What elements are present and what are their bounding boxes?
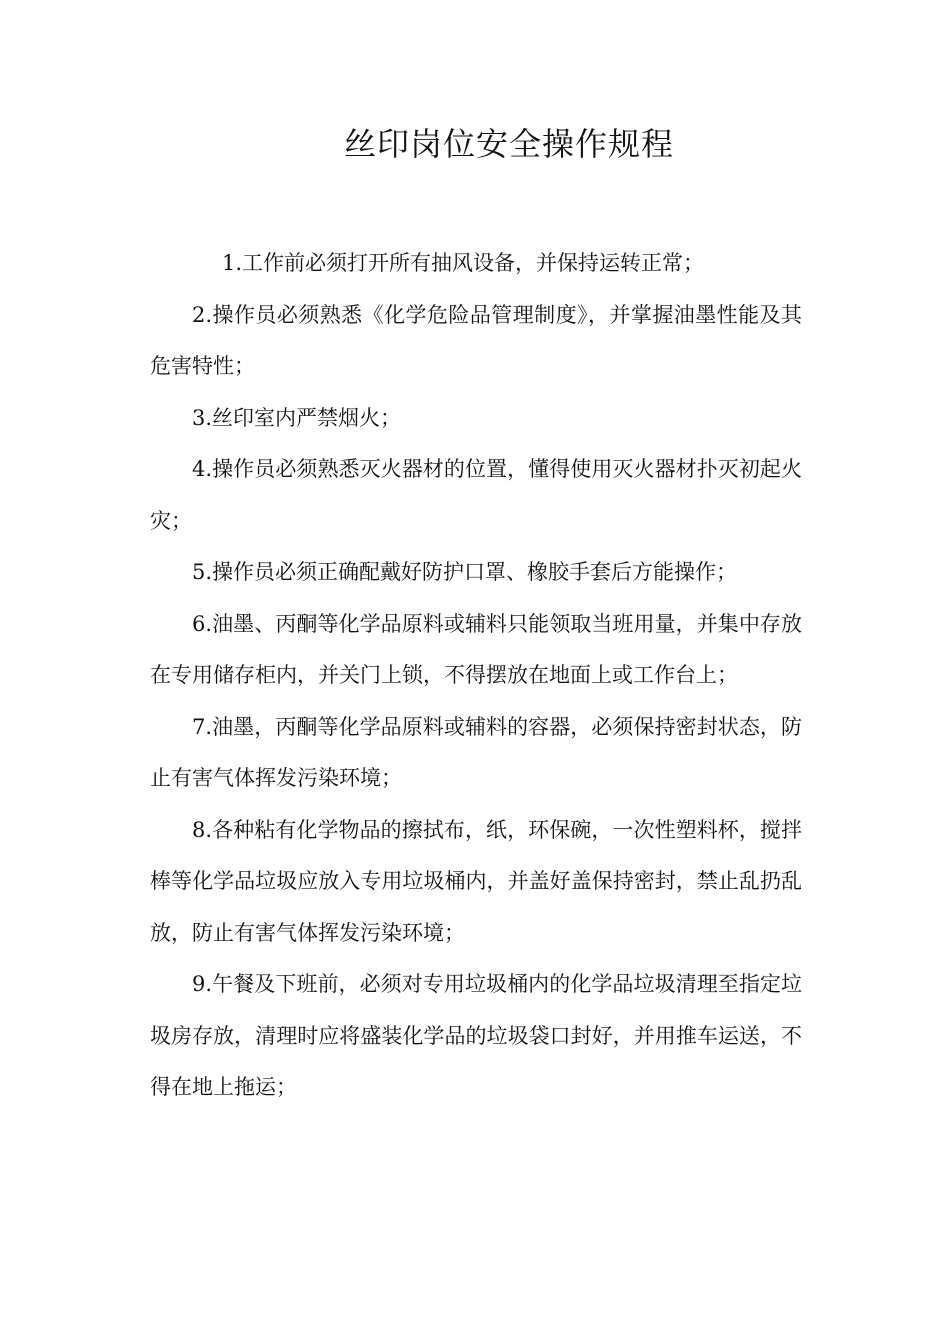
title-container (0, 118, 950, 170)
paragraph-4: 4.操作员必须熟悉灭火器材的位置，懂得使用灭火器材扑灭初起火灾； (150, 457, 802, 533)
paragraph-3: 3.丝印室内严禁烟火； (192, 405, 402, 430)
document-title: 丝印岗位安全操作规程 (343, 125, 674, 163)
paragraph-9: 9.午餐及下班前，必须对专用垃圾桶内的化学品垃圾清理至指定垃圾房存放，清理时应将盛装化学品的垃圾袋口封好，并用推车运送，不得在地上拖运； (150, 972, 802, 1099)
paragraph-6: 6.油墨、丙酮等化学品原料或辅料只能领取当班用量，并集中存放在专用储存柜内，并关门上锁，不得摆放在地面上或工作台上； (150, 611, 802, 687)
paragraph-1: 1.工作前必须打开所有抽风设备，并保持运转正常； (222, 251, 705, 275)
paragraph-7: 7.油墨，丙酮等化学品原料或辅料的容器，必须保持密封状态，防止有害气体挥发污染环境； (150, 714, 802, 790)
document-body (150, 238, 802, 1114)
paragraph-8: 8.各种粘有化学物品的擦拭布，纸，环保碗，一次性塑料杯，搅拌棒等化学品垃圾应放入专用垃圾桶内，并盖好盖保持密封，禁止乱扔乱放，防止有害气体挥发污染环境； (150, 817, 802, 945)
paragraph-2: 2.操作员必须熟悉《化学危险品管理制度》，并掌握油墨性能及其危害特性； (150, 302, 802, 378)
paragraph-5: 5.操作员必须正确配戴好防护口罩、橡胶手套后方能操作； (192, 560, 738, 584)
